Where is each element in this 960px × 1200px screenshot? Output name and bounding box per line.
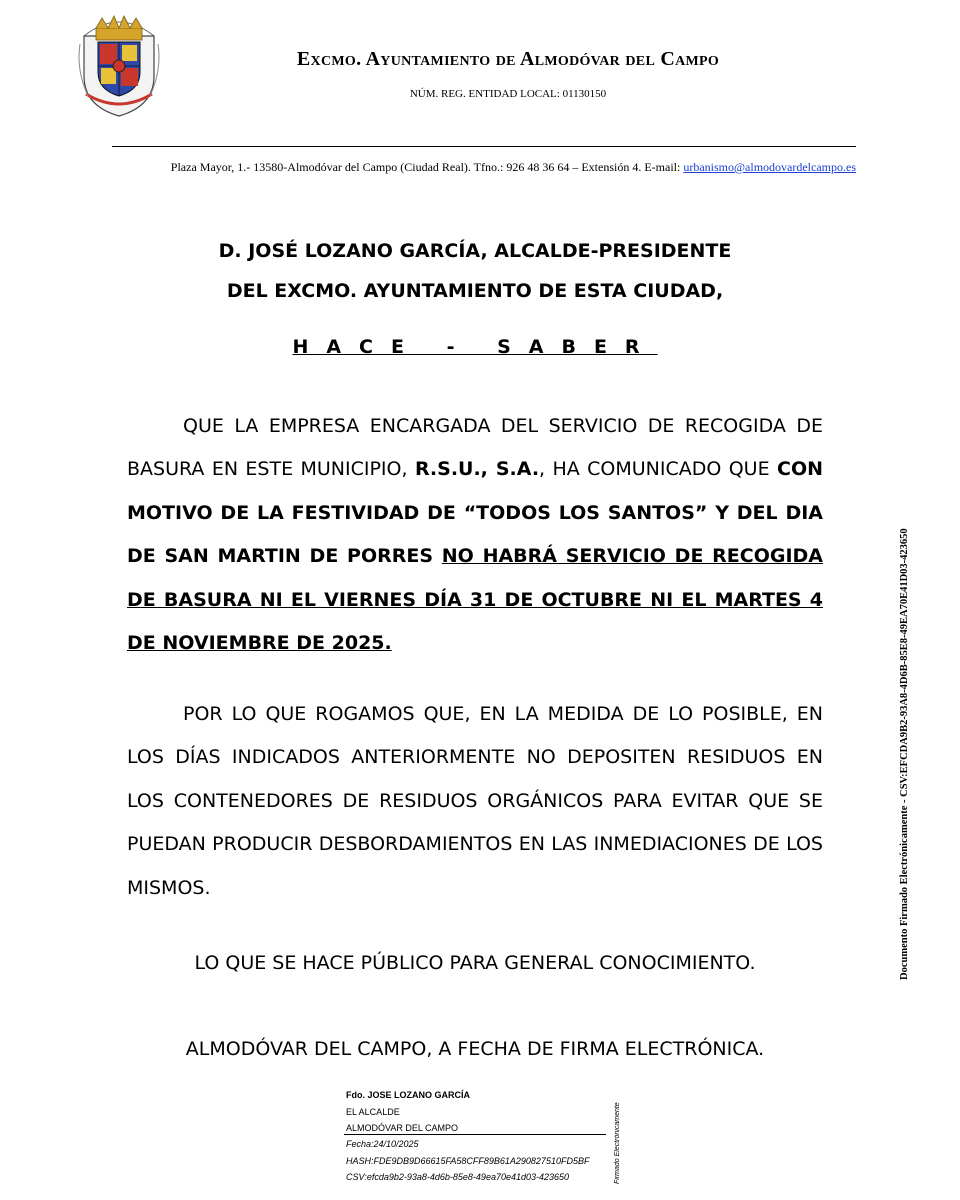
signature-role: EL ALCALDE [346, 1107, 400, 1117]
mayor-line-2: DEL EXCMO. AYUNTAMIENTO DE ESTA CIUDAD, [226, 280, 724, 302]
notice-communicated: , HA COMUNICADO QUE [539, 458, 777, 481]
signature-organization: ALMODÓVAR DEL CAMPO [346, 1123, 459, 1133]
place-date-line: ALMODÓVAR DEL CAMPO, A FECHA DE FIRMA ELECTRÓNICA. [185, 1038, 765, 1060]
contact-address: Plaza Mayor, 1.- 13580-Almodóvar del Campo (Ciudad Real). Tfno.: 926 48 36 64 – Extensión 4. E-mail: [170, 160, 684, 174]
public-notice-line: LO QUE SE HACE PÚBLICO PARA GENERAL CONOCIMIENTO. [194, 952, 756, 974]
notice-intro: QUE LA EMPRESA ENCARGADA DEL SERVICIO DE RECOGIDA DE BASURA EN ESTE MUNICIPIO, [127, 415, 823, 481]
hace-saber-heading: HACE - SABER [292, 336, 658, 358]
request-paragraph: POR LO QUE ROGAMOS QUE, EN LA MEDIDA DE LO POSIBLE, EN LOS DÍAS INDICADOS ANTERIORMENTE NO DEPOSITEN RESIDUOS EN LOS CONTENEDORES DE RESIDUOS ORGÁNICOS PARA EVITAR QUE SE PUEDAN PRODUCIR DESBORDAMIENTOS EN LAS INMEDIACIONES DE LOS MISMOS. [127, 703, 823, 899]
header-divider [112, 146, 856, 147]
signature-csv: CSV:efcda9b2-93a8-4d6b-85e8-49ea70e41d03-423650 [346, 1172, 570, 1182]
side-csv-stamp: Documento Firmado Electrónicamente - CSV:EFCDA9B2-93A8-4D6B-85E8-49EA70E41D03-423650 [899, 528, 910, 980]
no-service-notice: NO HABRÁ SERVICIO DE RECOGIDA DE BASURA NI EL VIERNES DÍA 31 DE OCTUBRE NI EL MARTES 4 DE NOVIEMBRE DE 2025. [127, 545, 824, 655]
signature-name: Fdo. JOSE LOZANO GARCÍA [346, 1090, 471, 1100]
organization-title: Excmo. Ayuntamiento de Almodóvar del Campo [296, 48, 720, 70]
signature-hash: HASH:FDE9DB9D66615FA58CFF89B61A290827510FD5BF [346, 1156, 590, 1166]
contact-line [112, 160, 856, 175]
electronic-signature-label: Firmado Electrónicamente [614, 1102, 621, 1184]
notice-reason: CON MOTIVO DE LA FESTIVIDAD DE “TODOS LOS SANTOS” Y DEL DIA DE SAN MARTIN DE PORRES [127, 458, 823, 568]
coat-of-arms-icon [74, 10, 164, 122]
mayor-line-1: D. JOSÉ LOZANO GARCÍA, ALCALDE-PRESIDENTE [218, 240, 732, 262]
notice-paragraph [127, 405, 823, 665]
signature-date: Fecha:24/10/2025 [346, 1139, 419, 1149]
signature-divider [344, 1134, 606, 1135]
registry-number: NÚM. REG. ENTIDAD LOCAL: 01130150 [409, 88, 607, 100]
contact-email-link[interactable]: urbanismo@almodovardelcampo.es [683, 160, 856, 174]
company-name: R.S.U., S.A. [414, 458, 540, 481]
